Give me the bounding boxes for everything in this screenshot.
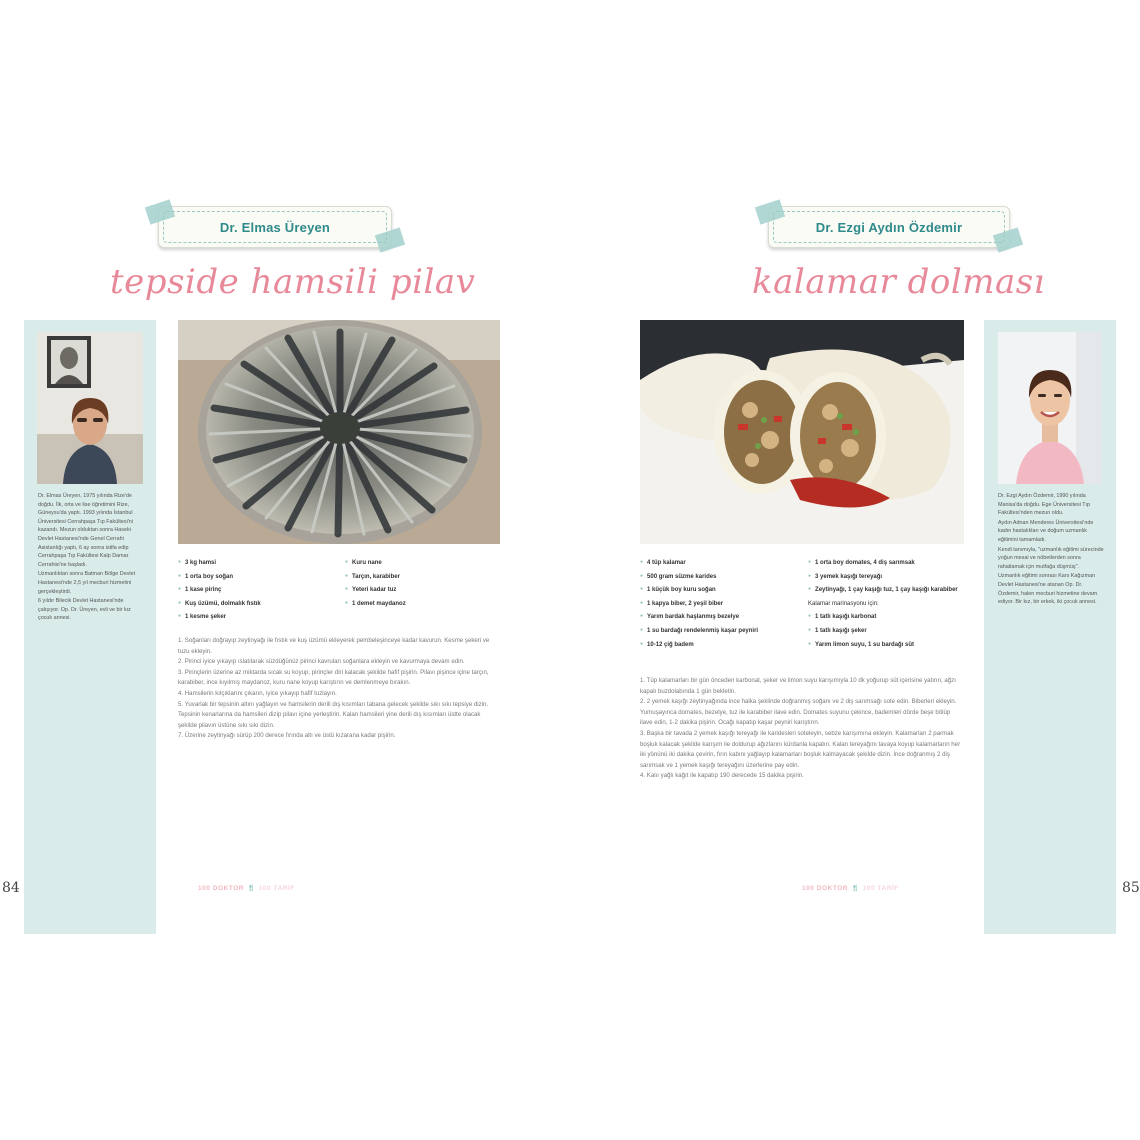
recipe-step: 2. 2 yemek kaşığı zeytinyağında ince halka şeklinde doğranmış soğanı ve 2 diş sarımsağı sote edin. Biberleri ekleyin. Yumuşayınca domates, bezelye, tuz ile karabiber ilave edin. Domates suyunu çekince, bademleri dörde beşe bölüp ilave edin, 1-2 dakika pişirin. Ocağı kapatıp kaşar peyniri karıştırın.: [640, 698, 957, 727]
ingredient-item: ● 1 küçük boy kuru soğan: [640, 583, 806, 597]
footer-brand: [198, 884, 295, 892]
bio-paragraph: Aydın Adnan Menderes Üniversitesi'nde kadın hastalıkları ve doğum uzmanlık eğitimini tamamladı.: [998, 519, 1094, 543]
recipe-title: tepside hamsili pilav: [110, 262, 476, 302]
ingredient-item: ● 1 tatlı kaşığı şeker: [808, 624, 968, 638]
ingredient-item: ● 500 gram süzme karides: [640, 570, 806, 584]
doctor-name: Dr. Ezgi Aydın Özdemir: [773, 211, 1005, 243]
recipe-steps: [640, 676, 964, 782]
ingredient-item: ● 3 kg hamsi: [178, 556, 348, 570]
ingredient-item: ● 1 kase pirinç: [178, 583, 348, 597]
ingredients-list-2: [808, 556, 968, 651]
brand-doctor: 100 DOKTOR: [198, 885, 245, 892]
ingredients-list-1: [178, 556, 348, 624]
ingredient-item: ● Yeteri kadar tuz: [345, 583, 495, 597]
doctor-name-tag: [768, 206, 1010, 248]
brand-recipe: 100 TARİF: [258, 885, 295, 892]
doctor-portrait: [998, 332, 1102, 484]
portrait-image: [37, 332, 143, 484]
recipe-photo: [640, 320, 964, 544]
recipe-steps: [178, 636, 500, 742]
recipe-step: 3. Pirinçlerin üzerine az miktarda sıcak su koyup, pirinçler diri kalacak şekilde hafif pişirin. Pilavı pişince içine tarçın, karabiber, ince kıyılmış maydanoz, kuru nane koyup karıştırın ve demlenmeye bırakın.: [178, 668, 489, 687]
ingredient-item: ● 4 tüp kalamar: [640, 556, 806, 570]
recipe-step: 5. Yuvarlak bir tepsinin altını yağlayın ve hamsilerin derili dış kısımları tabana gelecek şekilde sıkı sıkı tepsiye dizin. Tepsinin kenarlarına da hamsileri dizip pilavı içine yerleştirin. Kalan hamsileri yine derili dış kısımları üstte olacak şekilde pilavın üstüne sıkı sıkı dizin.: [178, 700, 489, 729]
bio-paragraph: Kendi tanımıyla, "uzmanlık eğitimi sürecinde yoğun mesai ve nöbetlerden sonra rahatlamak için mutfağa düşmüş".: [998, 546, 1104, 570]
bio-paragraph: 6 yıldır Bilecik Devlet Hastanesi'nde çalışıyor. Op. Dr. Üreyen, evli ve bir kız çocuk annesi.: [38, 598, 131, 622]
ingredients-list-1: [640, 556, 806, 651]
recipe-step: 1. Soğanları doğrayıp zeytinyağı ile fıstık ve kuş üzümü ekleyerek pembeleşinceye kadar kavurun. Kesme şekeri ve tuzu ekleyin.: [178, 637, 490, 655]
doctor-bio: [998, 492, 1104, 608]
ingredient-item: ● 3 yemek kaşığı tereyağı: [808, 570, 968, 584]
ingredient-item: ● Yarım bardak haşlanmış bezelye: [640, 610, 806, 624]
anchovy-pilaf-image: [178, 320, 500, 544]
recipe-step: 7. Üzerine zeytinyağı sürüp 200 derece fırında altı ve üstü kızarana kadar pişirin.: [178, 732, 396, 740]
footer-brand: [802, 884, 899, 892]
ingredient-item: ● Tarçın, karabiber: [345, 570, 495, 584]
recipe-step: 4. Kalıı yağlı kağıt ile kapatıp 190 derecede 15 dakika pişirin.: [640, 772, 804, 780]
ingredient-item: ● Kuru nane: [345, 556, 495, 570]
brand-recipe: 100 TARİF: [862, 885, 899, 892]
bio-paragraph: Uzmanlık eğitimi sonrası Kars Kağızman Devlet Hastanesi'ne atanan Op. Dr. Özdemir, halen mecburi hizmetine devam ediyor. Bir kız, bir erkek, iki çocuk annesi.: [998, 573, 1098, 606]
ingredient-item: ● 1 demet maydanoz: [345, 597, 495, 611]
recipe-step: 2. Pirinci iyice yıkayıp ıslatılarak süzdüğünüz pirinci kavrulan soğanlara ekleyin ve kavurmaya devam edin.: [178, 658, 465, 666]
doctor-sidebar: [984, 320, 1116, 934]
ingredient-subheading: Kalamar marinasyonu için:: [808, 600, 879, 607]
cutlery-icon: 🍴︎: [247, 885, 256, 892]
page-number: 85: [1122, 880, 1140, 896]
bio-paragraph: Uzmanlıktan sonra Batman Bölge Devlet Hastanesi'nde 2,5 yıl mecburi hizmetini gerçekleştirdi.: [38, 571, 136, 595]
ingredient-item: ● 1 kesme şeker: [178, 610, 348, 624]
ingredient-item: ● Zeytinyağı, 1 çay kaşığı tuz, 1 çay kaşığı karabiber: [808, 583, 968, 597]
ingredient-item: ● 1 su bardağı rendelenmiş kaşar peyniri: [640, 624, 806, 638]
recipe-step: 1. Tüp kalamarları bir gün önceden karbonat, şeker ve limon suyu karışımıyla 10 dk yoğurup süt içerisine yatırın, ağzı kapalı buzdolabında 1 gün bekletin.: [640, 677, 956, 695]
cutlery-icon: 🍴︎: [851, 885, 860, 892]
recipe-photo: [178, 320, 500, 544]
recipe-step: 4. Hamsilerin kılçıklarını çıkarın, iyice yıkayıp hafif tuzlayın.: [178, 689, 337, 697]
stuffed-calamari-image: [640, 320, 964, 544]
doctor-bio: [38, 492, 144, 624]
doctor-portrait: [37, 332, 143, 484]
ingredient-item: ● 1 orta boy soğan: [178, 570, 348, 584]
ingredient-item: ● 1 kapya biber, 2 yeşil biber: [640, 597, 806, 611]
ingredient-item: ● Kuş üzümü, dolmalık fıstık: [178, 597, 348, 611]
portrait-image: [998, 332, 1102, 484]
ingredient-item: ● 1 orta boy domates, 4 diş sarımsak: [808, 556, 968, 570]
bio-paragraph: Dr. Ezgi Aydın Özdemir, 1990 yılında Manisa'da doğdu. Ege Üniversitesi Tıp Fakültesi'nden mezun oldu.: [998, 493, 1091, 517]
recipe-step: 3. Başka bir tavada 2 yemek kaşığı tereyağı ile karidesleri soteleyin, sebze karışımına ekleyin. Kalamarları 2 parmak boşluk kalacak şekilde karışım ile doldurup ağızlarını kürdanla kapatın. Kalan tereyağını tavaya koyup kalamarların her iki yönünü iki dakika çevirin, fırın kabını yağlayıp kalamarları boşluk kalmayacak şekilde dizin. İnce doğranmış 2 diş sarımsak ve 1 yemek kaşığı tereyağını üzerlerine pay edin.: [640, 729, 961, 769]
ingredients-list-2: [345, 556, 495, 610]
ingredient-item: ● 10-12 çiğ badem: [640, 638, 806, 652]
recipe-title: kalamar dolması: [752, 262, 1046, 302]
page-number: 84: [2, 880, 20, 896]
page-right: [570, 0, 1140, 1140]
doctor-name: Dr. Elmas Üreyen: [163, 211, 387, 243]
bio-paragraph: Dr. Elmas Üreyen, 1975 yılında Rize'de doğdu. İlk, orta ve lise öğretimini Rize, Güneysu'da yaptı. 1993 yılında İstanbul Üniversitesi Cerrahpaşa Tıp Fakültesi'ni kazandı. Mezun olduktan sonra Haseki Devlet Hastanesi'nde Genel Cerrahi Asistanlığı yaptı, 6 ay sonra istifa edip Cerrahpaşa Tıp Fakültesi Kalp Damar Cerrahisi'ne başladı.: [38, 493, 134, 568]
doctor-name-tag: [158, 206, 392, 248]
doctor-sidebar: [24, 320, 156, 934]
brand-doctor: 100 DOKTOR: [802, 885, 849, 892]
ingredient-item: ● Yarım limon suyu, 1 su bardağı süt: [808, 638, 968, 652]
ingredient-item: ● 1 tatlı kaşığı karbonat: [808, 610, 968, 624]
